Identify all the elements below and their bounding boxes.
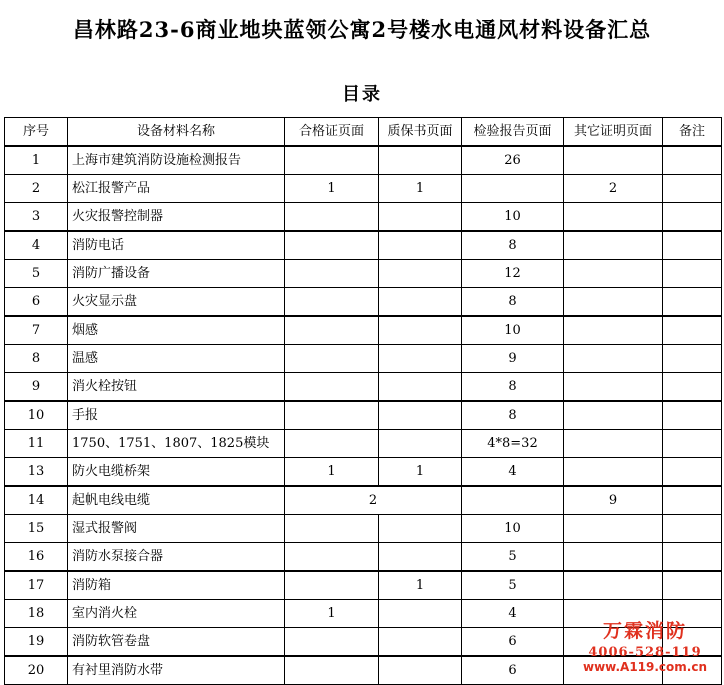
cell-no: 7 bbox=[5, 316, 68, 345]
cell-warranty bbox=[379, 515, 462, 543]
cell-no: 19 bbox=[5, 628, 68, 657]
watermark-phone: 4006-528-119 bbox=[588, 645, 702, 660]
cell-report: 26 bbox=[462, 146, 564, 175]
table-row bbox=[5, 146, 722, 175]
cell-name: 消火栓按钮 bbox=[68, 373, 285, 402]
table-header-row bbox=[5, 118, 722, 147]
cell-no: 2 bbox=[5, 175, 68, 203]
cell-no: 10 bbox=[5, 401, 68, 430]
cell-report: 8 bbox=[462, 373, 564, 402]
table-row bbox=[5, 260, 722, 288]
materials-table bbox=[4, 117, 722, 685]
cell-report: 4 bbox=[462, 458, 564, 487]
cell-name: 温感 bbox=[68, 345, 285, 373]
cell-report: 8 bbox=[462, 288, 564, 317]
cell-report: 4*8=32 bbox=[462, 430, 564, 458]
cell-report: 8 bbox=[462, 231, 564, 260]
header-warranty: 质保书页面 bbox=[379, 118, 462, 147]
cell-note bbox=[663, 316, 722, 345]
cell-name: 消防箱 bbox=[68, 571, 285, 600]
table-row bbox=[5, 175, 722, 203]
cell-no: 11 bbox=[5, 430, 68, 458]
cell-cert: 1 bbox=[285, 600, 379, 628]
cell-cert bbox=[285, 260, 379, 288]
cell-note bbox=[663, 543, 722, 572]
cell-no: 14 bbox=[5, 486, 68, 515]
cell-cert bbox=[285, 430, 379, 458]
cell-cert-warranty-merged: 2 bbox=[285, 486, 462, 515]
cell-report: 8 bbox=[462, 401, 564, 430]
cell-note bbox=[663, 231, 722, 260]
table-row bbox=[5, 316, 722, 345]
cell-other bbox=[564, 260, 663, 288]
cell-report: 10 bbox=[462, 316, 564, 345]
cell-report: 6 bbox=[462, 628, 564, 657]
cell-cert bbox=[285, 316, 379, 345]
cell-warranty bbox=[379, 260, 462, 288]
cell-report: 5 bbox=[462, 543, 564, 572]
cell-note bbox=[663, 345, 722, 373]
cell-report: 10 bbox=[462, 515, 564, 543]
document-title: 昌林路23-6商业地块蓝领公寓2号楼水电通风材料设备汇总 bbox=[72, 17, 652, 42]
watermark-name: 万霖消防 bbox=[602, 620, 687, 642]
header-name: 设备材料名称 bbox=[68, 118, 285, 147]
cell-no: 9 bbox=[5, 373, 68, 402]
cell-cert bbox=[285, 656, 379, 685]
cell-no: 20 bbox=[5, 656, 68, 685]
cell-name: 防火电缆桥架 bbox=[68, 458, 285, 487]
document-subtitle: 目录 bbox=[342, 84, 382, 105]
table-row bbox=[5, 401, 722, 430]
cell-no: 6 bbox=[5, 288, 68, 317]
header-note: 备注 bbox=[663, 118, 722, 147]
cell-cert bbox=[285, 571, 379, 600]
cell-name: 消防电话 bbox=[68, 231, 285, 260]
cell-note bbox=[663, 175, 722, 203]
header-other: 其它证明页面 bbox=[564, 118, 663, 147]
cell-other bbox=[564, 430, 663, 458]
cell-name: 1750、1751、1807、1825模块 bbox=[68, 430, 285, 458]
cell-cert bbox=[285, 345, 379, 373]
header-no: 序号 bbox=[5, 118, 68, 147]
cell-warranty bbox=[379, 401, 462, 430]
cell-name: 上海市建筑消防设施检测报告 bbox=[68, 146, 285, 175]
cell-warranty bbox=[379, 288, 462, 317]
cell-note bbox=[663, 373, 722, 402]
cell-other bbox=[564, 345, 663, 373]
header-report: 检验报告页面 bbox=[462, 118, 564, 147]
cell-warranty bbox=[379, 146, 462, 175]
table-row bbox=[5, 515, 722, 543]
table-row bbox=[5, 430, 722, 458]
cell-note bbox=[663, 260, 722, 288]
cell-cert bbox=[285, 628, 379, 657]
cell-no: 5 bbox=[5, 260, 68, 288]
cell-other bbox=[564, 458, 663, 487]
cell-cert bbox=[285, 373, 379, 402]
cell-note bbox=[663, 486, 722, 515]
cell-cert bbox=[285, 515, 379, 543]
cell-no: 13 bbox=[5, 458, 68, 487]
table-row bbox=[5, 543, 722, 572]
cell-note bbox=[663, 430, 722, 458]
cell-name: 烟感 bbox=[68, 316, 285, 345]
cell-name: 消防软管卷盘 bbox=[68, 628, 285, 657]
cell-note bbox=[663, 571, 722, 600]
cell-no: 3 bbox=[5, 203, 68, 232]
cell-other bbox=[564, 231, 663, 260]
cell-cert bbox=[285, 543, 379, 572]
cell-other bbox=[564, 146, 663, 175]
watermark-logo bbox=[570, 622, 720, 673]
cell-other bbox=[564, 543, 663, 572]
watermark-site: www.A119.com.cn bbox=[582, 660, 708, 674]
table-row bbox=[5, 288, 722, 317]
cell-warranty bbox=[379, 600, 462, 628]
cell-note bbox=[663, 458, 722, 487]
cell-report: 12 bbox=[462, 260, 564, 288]
cell-other bbox=[564, 203, 663, 232]
cell-other bbox=[564, 515, 663, 543]
cell-report: 5 bbox=[462, 571, 564, 600]
cell-no: 1 bbox=[5, 146, 68, 175]
table-row bbox=[5, 571, 722, 600]
cell-other bbox=[564, 571, 663, 600]
cell-no: 16 bbox=[5, 543, 68, 572]
cell-note bbox=[663, 401, 722, 430]
cell-report bbox=[462, 486, 564, 515]
cell-name: 起帆电线电缆 bbox=[68, 486, 285, 515]
cell-other: 9 bbox=[564, 486, 663, 515]
cell-note bbox=[663, 203, 722, 232]
cell-name: 室内消火栓 bbox=[68, 600, 285, 628]
cell-cert bbox=[285, 231, 379, 260]
cell-cert bbox=[285, 401, 379, 430]
cell-other: 2 bbox=[564, 175, 663, 203]
cell-other bbox=[564, 401, 663, 430]
cell-report: 10 bbox=[462, 203, 564, 232]
cell-cert: 1 bbox=[285, 175, 379, 203]
table-row bbox=[5, 231, 722, 260]
table-row bbox=[5, 345, 722, 373]
cell-name: 消防广播设备 bbox=[68, 260, 285, 288]
table-row bbox=[5, 458, 722, 487]
cell-cert bbox=[285, 203, 379, 232]
cell-cert bbox=[285, 288, 379, 317]
cell-name: 有衬里消防水带 bbox=[68, 656, 285, 685]
cell-warranty bbox=[379, 430, 462, 458]
cell-no: 8 bbox=[5, 345, 68, 373]
cell-other bbox=[564, 288, 663, 317]
cell-cert: 1 bbox=[285, 458, 379, 487]
cell-warranty bbox=[379, 656, 462, 685]
cell-warranty bbox=[379, 543, 462, 572]
table-row bbox=[5, 486, 722, 515]
cell-other bbox=[564, 316, 663, 345]
header-cert: 合格证页面 bbox=[285, 118, 379, 147]
cell-no: 18 bbox=[5, 600, 68, 628]
table-row bbox=[5, 373, 722, 402]
cell-report: 6 bbox=[462, 656, 564, 685]
cell-note bbox=[663, 146, 722, 175]
cell-name: 松江报警产品 bbox=[68, 175, 285, 203]
cell-warranty: 1 bbox=[379, 458, 462, 487]
cell-report bbox=[462, 175, 564, 203]
cell-cert bbox=[285, 146, 379, 175]
cell-no: 17 bbox=[5, 571, 68, 600]
cell-warranty bbox=[379, 316, 462, 345]
cell-name: 火灾报警控制器 bbox=[68, 203, 285, 232]
cell-note bbox=[663, 288, 722, 317]
cell-warranty bbox=[379, 345, 462, 373]
cell-no: 4 bbox=[5, 231, 68, 260]
cell-warranty bbox=[379, 203, 462, 232]
cell-warranty: 1 bbox=[379, 571, 462, 600]
cell-warranty bbox=[379, 231, 462, 260]
cell-name: 手报 bbox=[68, 401, 285, 430]
cell-name: 消防水泵接合器 bbox=[68, 543, 285, 572]
cell-name: 湿式报警阀 bbox=[68, 515, 285, 543]
cell-other bbox=[564, 373, 663, 402]
cell-report: 9 bbox=[462, 345, 564, 373]
cell-warranty bbox=[379, 628, 462, 657]
cell-note bbox=[663, 515, 722, 543]
cell-warranty bbox=[379, 373, 462, 402]
cell-no: 15 bbox=[5, 515, 68, 543]
cell-report: 4 bbox=[462, 600, 564, 628]
cell-name: 火灾显示盘 bbox=[68, 288, 285, 317]
cell-warranty: 1 bbox=[379, 175, 462, 203]
table-row bbox=[5, 203, 722, 232]
